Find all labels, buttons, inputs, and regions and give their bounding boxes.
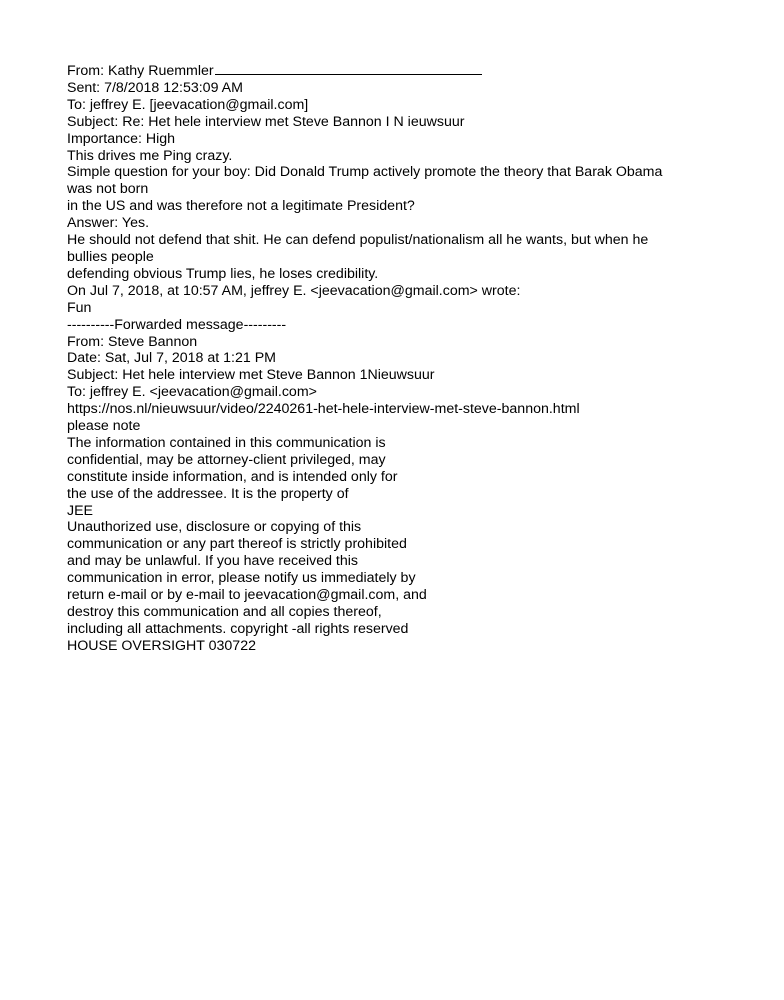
header-from: From: Kathy Ruemmler: [67, 63, 214, 79]
forwarded-from: From: Steve Bannon: [67, 333, 198, 350]
disclaimer-line: please note: [67, 418, 141, 435]
reply-question-line: was not born: [67, 181, 149, 198]
reply-question-line: in the US and was therefore not a legitimate President?: [67, 198, 415, 215]
header-from-row: [67, 62, 757, 80]
disclaimer-line: communication or any part thereof is strictly prohibited: [67, 536, 407, 553]
header-sent: Sent: 7/8/2018 12:53:09 AM: [67, 79, 243, 96]
header-subject: Subject: Re: Het hele interview met Steve Bannon I N ieuwsuur: [67, 113, 465, 130]
disclaimer-line: destroy this communication and all copies thereof,: [67, 604, 382, 620]
reply-opinion-line: bullies people: [67, 248, 154, 265]
disclaimer-line: the use of the addressee. It is the property of: [67, 485, 349, 502]
disclaimer-line: and may be unlawful. If you have received this: [67, 553, 359, 570]
disclaimer-line: JEE: [67, 502, 94, 519]
forwarded-to: To: jeffrey E. <jeevacation@gmail.com>: [67, 384, 317, 401]
reply-opinion-line: defending obvious Trump lies, he loses credibility.: [67, 265, 379, 282]
disclaimer-line: return e-mail or by e-mail to jeevacation@gmail.com, and: [67, 587, 427, 604]
forwarded-subject: Subject: Het hele interview met Steve Bannon 1Nieuwsuur: [67, 367, 435, 384]
reply-opinion-line: He should not defend that shit. He can defend populist/nationalism all he wants, but when he: [67, 232, 649, 249]
email-document: [67, 62, 757, 655]
forwarded-date: Date: Sat, Jul 7, 2018 at 1:21 PM: [67, 350, 276, 367]
reply-question-line: Simple question for your boy: Did Donald Trump actively promote the theory that Barak Obama: [67, 164, 663, 181]
bates-number: HOUSE OVERSIGHT 030722: [67, 637, 256, 654]
disclaimer-line: communication in error, please notify us immediately by: [67, 570, 416, 587]
disclaimer-line: Unauthorized use, disclosure or copying of this: [67, 519, 362, 536]
disclaimer-line: including all attachments. copyright -all rights reserved: [67, 620, 409, 637]
quoted-body: Fun: [67, 299, 92, 316]
disclaimer-line: constitute inside information, and is intended only for: [67, 468, 398, 485]
quoted-attribution: On Jul 7, 2018, at 10:57 AM, jeffrey E. <jeevacation@gmail.com> wrote:: [67, 282, 521, 299]
disclaimer-line: The information contained in this communication is: [67, 434, 386, 451]
header-importance: Importance: High: [67, 130, 176, 147]
reply-answer: Answer: Yes.: [67, 215, 150, 232]
reply-line: This drives me Ping crazy.: [67, 147, 233, 164]
forwarded-link: https://nos.nl/nieuwsuur/video/2240261-het-hele-interview-met-steve-bannon.html: [67, 401, 580, 418]
forward-separator: ----------Forwarded message---------: [67, 316, 287, 333]
disclaimer-line: confidential, may be attorney-client privileged, may: [67, 451, 386, 468]
from-underline-rule: [215, 62, 482, 75]
header-to: To: jeffrey E. [jeevacation@gmail.com]: [67, 96, 309, 113]
